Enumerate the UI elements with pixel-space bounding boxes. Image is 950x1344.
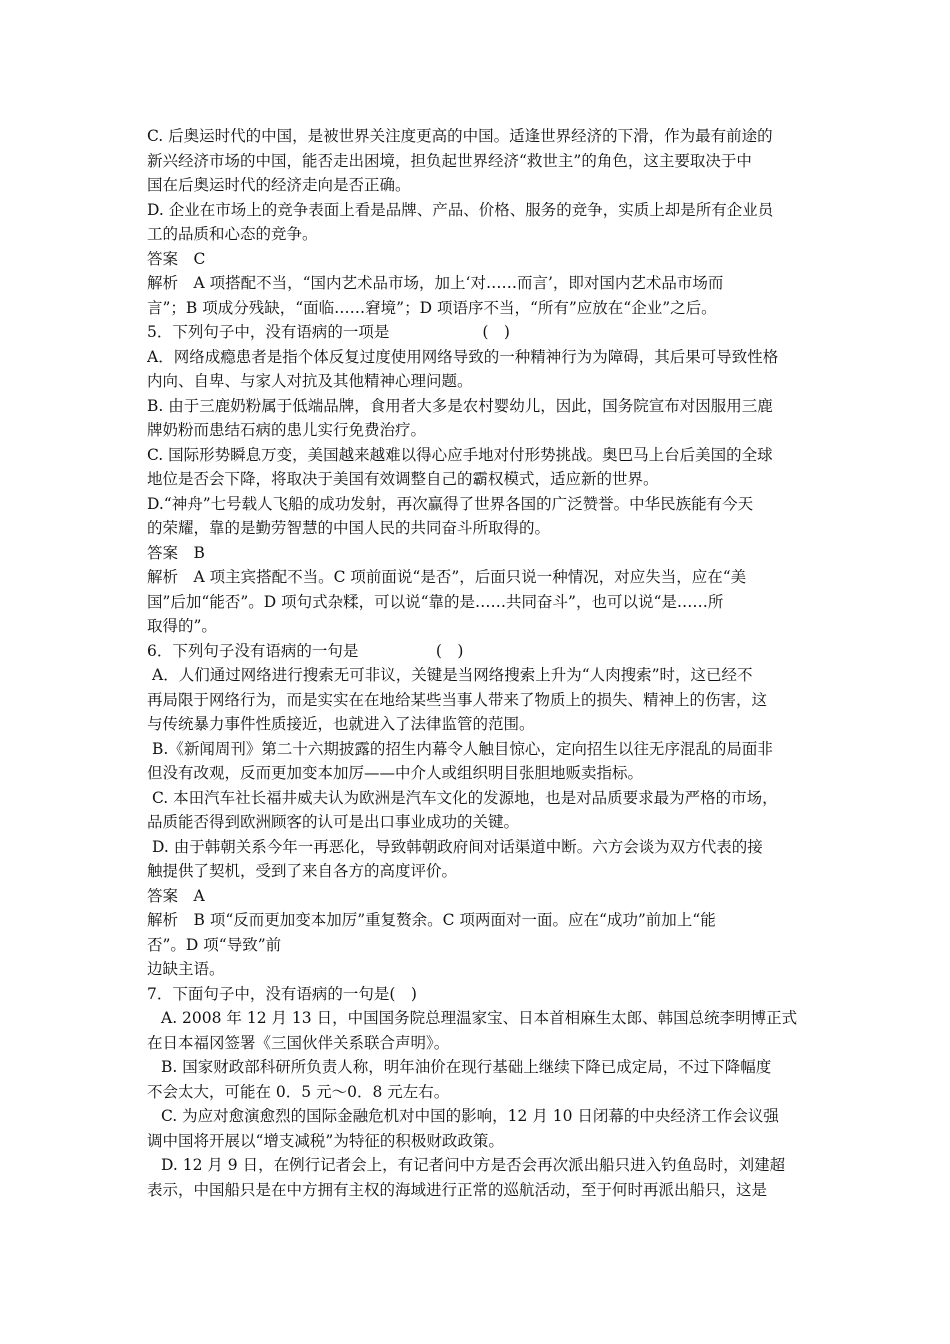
text-line: 触提供了契机，受到了来自各方的高度评价。 [147, 862, 458, 880]
text-line: 的荣耀，靠的是勤劳智慧的中国人民的共同奋斗所取得的。 [147, 519, 551, 537]
text-line: 牌奶粉而患结石病的患儿实行免费治疗。 [147, 421, 427, 439]
text-line: 与传统暴力事件性质接近，也就进入了法律监管的范围。 [147, 715, 535, 733]
text-line: A. 2008 年 12 月 13 日，中国国务院总理温家宝、日本首相麻生太郎、韩国总统李明博正式 [161, 1009, 798, 1027]
text-line: C. 为应对愈演愈烈的国际金融危机对中国的影响，12 月 10 日闭幕的中央经济工作会议强 [161, 1107, 779, 1125]
text-line: D.“神舟”七号载人飞船的成功发射，再次赢得了世界各国的广泛赞誉。中华民族能有今天 [147, 494, 754, 513]
text-line: 不会太大，可能在 0．5 元～0．8 元左右。 [147, 1082, 450, 1101]
text-line: B.《新闻周刊》第二十六期披露的招生内幕令人触目惊心，定向招生以往无序混乱的局面非 [152, 739, 773, 758]
analysis-line: 边缺主语。 [147, 960, 225, 978]
analysis-line: 解析 A 项主宾搭配不当。C 项前面说“是否”，后面只说一种情况，对应失当，应在“美 [147, 568, 747, 586]
question-7-title: 7．下面句子中，没有语病的一句是( ) [147, 984, 417, 1003]
text-line: 工的品质和心态的竞争。 [147, 225, 318, 243]
analysis-line: 解析 A 项搭配不当，“国内艺术品市场，加上‘对……而言’，即对国内艺术品市场而 [147, 274, 724, 292]
question-5-title: 5．下列句子中，没有语病的一项是 ( ) [147, 323, 510, 341]
analysis-line: 否”。D 项“导致”前 [147, 935, 282, 954]
text-line: D. 企业在市场上的竞争表面上看是品牌、产品、价格、服务的竞争，实质上却是所有企业员 [147, 200, 774, 219]
answer-line: 答案 A [147, 886, 205, 905]
text-line: 国在后奥运时代的经济走向是否正确。 [147, 176, 411, 194]
text-line: D. 12 月 9 日，在例行记者会上，有记者问中方是否会再次派出船只进入钓鱼岛时，刘建超 [161, 1156, 786, 1174]
analysis-line: 解析 B 项“反而更加变本加厉”重复赘余。C 项两面对一面。应在“成功”前加上“能 [147, 911, 716, 929]
text-line: B. 国家财政部科研所负责人称，明年油价在现行基础上继续下降已成定局，不过下降幅度 [161, 1058, 772, 1076]
text-line: C. 后奥运时代的中国，是被世界关注度更高的中国。适逢世界经济的下滑，作为最有前途的 [147, 127, 773, 145]
text-line: 再局限于网络行为，而是实实在在地给某些当事人带来了物质上的损失、精神上的伤害，这 [147, 690, 768, 709]
analysis-line: 国”后加“能否”。D 项句式杂糅，可以说“靠的是……共同奋斗”，也可以说“是……所 [147, 592, 724, 611]
text-line: 地位是否会下降，将取决于美国有效调整自己的霸权模式，适应新的世界。 [147, 470, 659, 488]
text-line: D. 由于韩朝关系今年一再恶化，导致韩朝政府间对话渠道中断。六方会谈为双方代表的接 [152, 837, 763, 856]
text-line: A．网络成瘾患者是指个体反复过度使用网络导致的一种精神行为为障碍，其后果可导致性格 [147, 347, 779, 366]
text-line: 在日本福冈签署《三国伙伴关系联合声明》。 [147, 1033, 450, 1052]
text-line: 内向、自卑、与家人对抗及其他精神心理问题。 [147, 372, 473, 390]
document-page [147, 124, 812, 1202]
text-line: 品质能否得到欧洲顾客的认可是出口事业成功的关键。 [147, 813, 520, 831]
text-line: C. 本田汽车社长福井威夫认为欧洲是汽车文化的发源地，也是对品质要求最为严格的市场， [152, 788, 778, 807]
analysis-line: 言”；B 项成分残缺，“面临……窘境”；D 项语序不当，“所有”应放在“企业”之后。 [147, 298, 717, 317]
analysis-line: 取得的”。 [147, 617, 217, 635]
text-line: 新兴经济市场的中国，能否走出困境，担负起世界经济“救世主”的角色，这主要取决于中 [147, 151, 752, 170]
answer-line: 答案 B [147, 543, 205, 562]
question-6-title: 6．下列句子没有语病的一句是 ( ) [147, 641, 464, 660]
text-line: B. 由于三鹿奶粉属于低端品牌，食用者大多是农村婴幼儿，因此，国务院宣布对因服用三鹿 [147, 396, 773, 415]
text-line: 但没有改观，反而更加变本加厉——中介人或组织明目张胆地贩卖指标。 [147, 764, 644, 782]
answer-line: 答案 C [147, 249, 206, 268]
text-line: 调中国将开展以“增支减税”为特征的积极财政政策。 [147, 1131, 504, 1150]
text-line: A．人们通过网络进行搜索无可非议，关键是当网络搜索上升为“人肉搜索”时，这已经不 [152, 666, 753, 684]
text-line: C. 国际形势瞬息万变，美国越来越难以得心应手地对付形势挑战。奥巴马上台后美国的全球 [147, 445, 773, 464]
text-line: 表示，中国船只是在中方拥有主权的海域进行正常的巡航活动，至于何时再派出船只，这是 [147, 1180, 768, 1199]
